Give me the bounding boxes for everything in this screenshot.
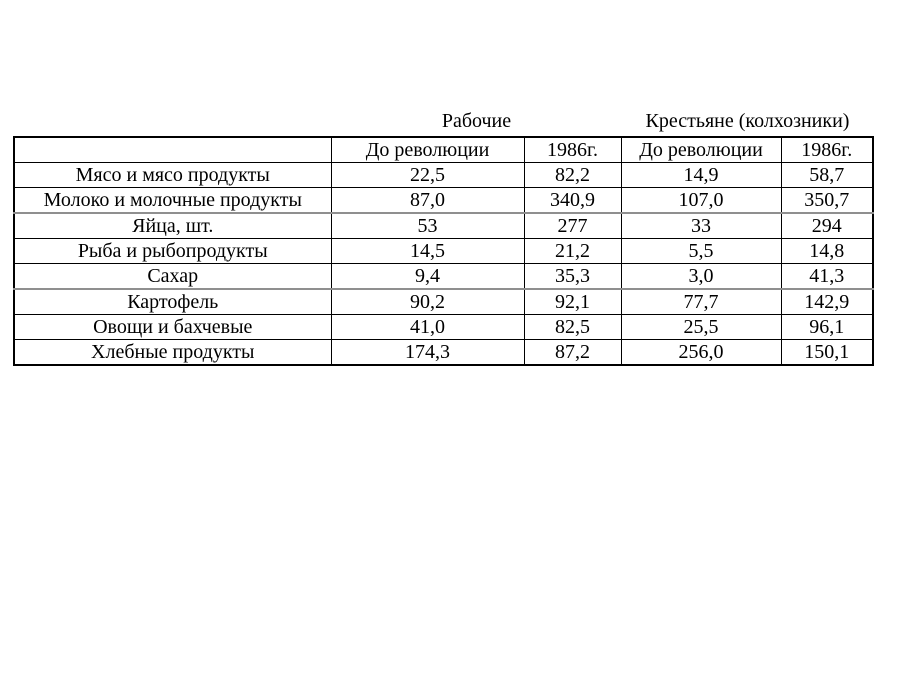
cell-value: 107,0 xyxy=(621,188,781,214)
table-row-meat xyxy=(14,163,873,188)
table-row-eggs xyxy=(14,213,873,239)
row-label: Яйца, шт. xyxy=(14,213,331,239)
cell-value: 53 xyxy=(331,213,524,239)
row-label: Овощи и бахчевые xyxy=(14,315,331,340)
cell-value: 9,4 xyxy=(331,264,524,290)
table-row-milk xyxy=(14,188,873,214)
column-header-workers-before: До революции xyxy=(331,137,524,163)
cell-value: 33 xyxy=(621,213,781,239)
row-label: Картофель xyxy=(14,289,331,315)
cell-value: 58,7 xyxy=(781,163,873,188)
cell-value: 35,3 xyxy=(524,264,621,290)
cell-value: 277 xyxy=(524,213,621,239)
cell-value: 150,1 xyxy=(781,340,873,366)
row-label: Рыба и рыбопродукты xyxy=(14,239,331,264)
column-header-peasants-before: До революции xyxy=(621,137,781,163)
group-header-peasants: Крестьяне (колхозники) xyxy=(645,110,850,132)
cell-value: 41,3 xyxy=(781,264,873,290)
cell-value: 21,2 xyxy=(524,239,621,264)
group-header-workers: Рабочие xyxy=(441,110,512,132)
row-label: Мясо и мясо продукты xyxy=(14,163,331,188)
table-row-sugar xyxy=(14,264,873,290)
cell-value: 256,0 xyxy=(621,340,781,366)
table-row-fish xyxy=(14,239,873,264)
column-header-peasants-1986: 1986г. xyxy=(781,137,873,163)
empty-corner-cell xyxy=(14,137,331,163)
cell-value: 82,5 xyxy=(524,315,621,340)
cell-value: 82,2 xyxy=(524,163,621,188)
cell-value: 77,7 xyxy=(621,289,781,315)
column-header-workers-1986: 1986г. xyxy=(524,137,621,163)
row-label: Сахар xyxy=(14,264,331,290)
table-row-bread xyxy=(14,340,873,366)
table-row-vegetables xyxy=(14,315,873,340)
cell-value: 174,3 xyxy=(331,340,524,366)
cell-value: 25,5 xyxy=(621,315,781,340)
row-label: Хлебные продукты xyxy=(14,340,331,366)
cell-value: 92,1 xyxy=(524,289,621,315)
cell-value: 350,7 xyxy=(781,188,873,214)
cell-value: 5,5 xyxy=(621,239,781,264)
cell-value: 142,9 xyxy=(781,289,873,315)
consumption-table xyxy=(13,136,874,366)
cell-value: 294 xyxy=(781,213,873,239)
cell-value: 14,9 xyxy=(621,163,781,188)
row-label: Молоко и молочные продукты xyxy=(14,188,331,214)
cell-value: 87,2 xyxy=(524,340,621,366)
cell-value: 96,1 xyxy=(781,315,873,340)
cell-value: 41,0 xyxy=(331,315,524,340)
cell-value: 87,0 xyxy=(331,188,524,214)
table-header-row xyxy=(14,137,873,163)
cell-value: 14,5 xyxy=(331,239,524,264)
cell-value: 340,9 xyxy=(524,188,621,214)
cell-value: 3,0 xyxy=(621,264,781,290)
cell-value: 14,8 xyxy=(781,239,873,264)
table-row-potatoes xyxy=(14,289,873,315)
cell-value: 22,5 xyxy=(331,163,524,188)
cell-value: 90,2 xyxy=(331,289,524,315)
